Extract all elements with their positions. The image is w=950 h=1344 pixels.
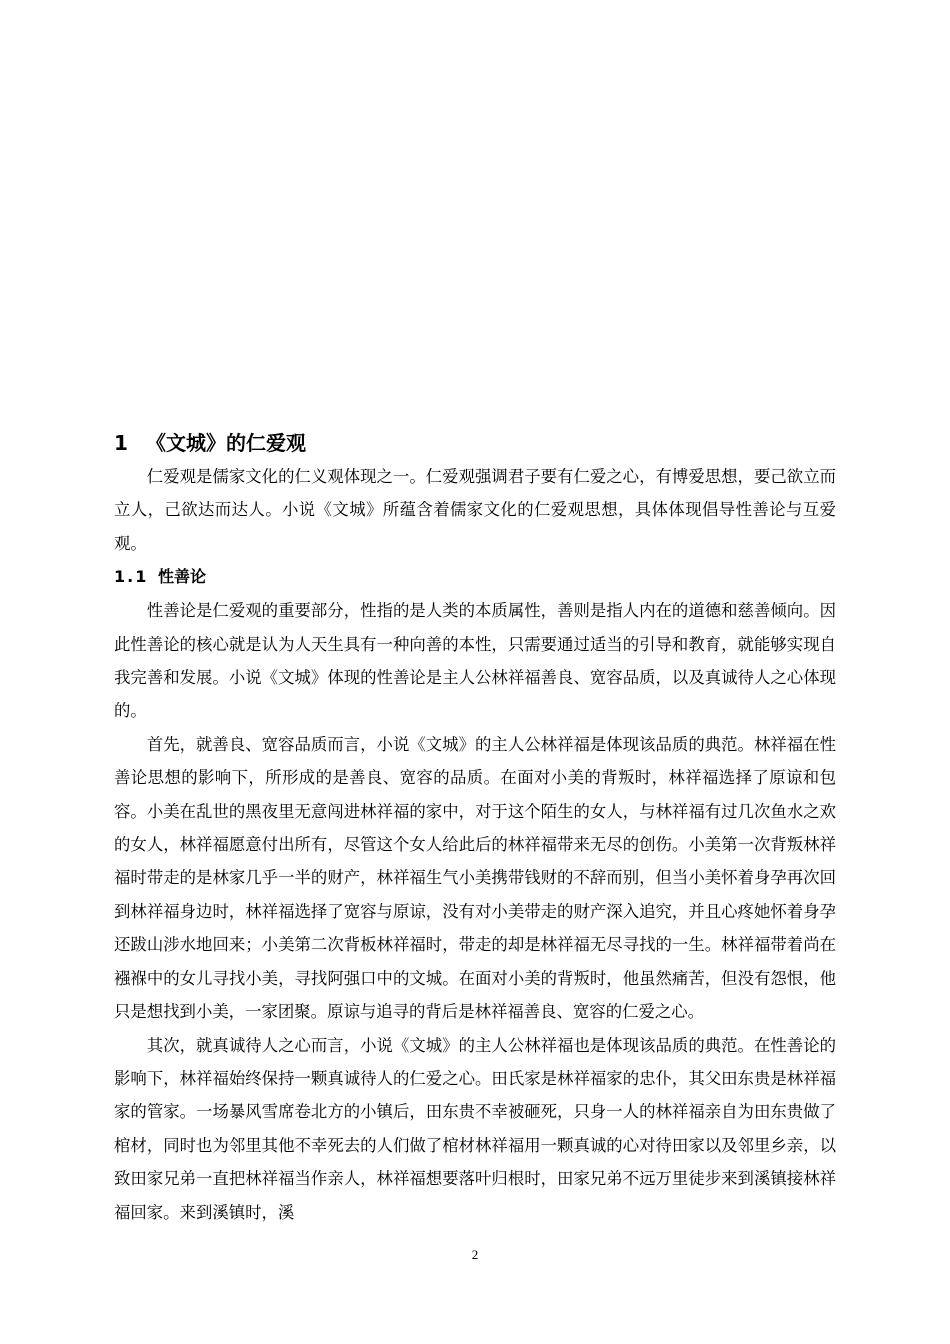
subsection-number: 1.1 <box>114 567 149 587</box>
page-body <box>114 428 836 1229</box>
body-paragraph: 首先，就善良、宽容品质而言，小说《文城》的主人公林祥福是体现该品质的典范。林祥福在性善论思想的影响下，所形成的是善良、宽容的品质。在面对小美的背叛时，林祥福选择了原谅和包容。小美在乱世的黑夜里无意闯进林祥福的家中，对于这个陌生的女人，与林祥福有过几次鱼水之欢的女人，林祥福愿意付出所有，尽管这个女人给此后的林祥福带来无尽的创伤。小美第一次背叛林祥福时带走的是林家几乎一半的财产，林祥福生气小美携带钱财的不辞而别，但当小美怀着身孕再次回到林祥福身边时，林祥福选择了宽容与原谅，没有对小美带走的财产深入追究，并且心疼她怀着身孕还跋山涉水地回来；小美第二次背板林祥福时，带走的却是林祥福无尽寻找的一生。林祥福带着尚在襁褓中的女儿寻找小美，寻找阿强口中的文城。在面对小美的背叛时，他虽然痛苦，但没有怨恨，他只是想找到小美，一家团聚。原谅与追寻的背后是林祥福善良、宽容的仁爱之心。 <box>114 734 836 1022</box>
section-number: 1 <box>114 431 128 455</box>
body-paragraph: 性善论是仁爱观的重要部分，性指的是人类的本质属性，善则是指人内在的道德和慈善倾向。因此性善论的核心就是认为人天生具有一种向善的本性，只需要通过适当的引导和教育，就能够实现自我完善和发展。小说《文城》体现的性善论是主人公林祥福善良、宽容品质，以及真诚待人之心体现的。 <box>114 601 836 721</box>
page-number: 2 <box>471 1247 479 1262</box>
section-title: 《文城》的仁爱观 <box>146 431 306 455</box>
body-paragraph: 其次，就真诚待人之心而言，小说《文城》的主人公林祥福也是体现该品质的典范。在性善论的影响下，林祥福始终保持一颗真诚待人的仁爱之心。田氏家是林祥福家的忠仆，其父田东贵是林祥福家的管家。一场暴风雪席卷北方的小镇后，田东贵不幸被砸死，只身一人的林祥福亲自为田东贵做了棺材，同时也为邻里其他不幸死去的人们做了棺材林祥福用一颗真诚的心对待田家以及邻里乡亲，以致田家兄弟一直把林祥福当作亲人，林祥福想要落叶归根时，田家兄弟不远万里徒步来到溪镇接林祥福回家。来到溪镇时，溪 <box>114 1035 836 1222</box>
section-intro-paragraph: 仁爱观是儒家文化的仁义观体现之一。仁爱观强调君子要有仁爱之心，有博爱思想，要己欲立而立人，己欲达而达人。小说《文城》所蕴含着儒家文化的仁爱观思想，具体体现倡导性善论与互爱观。 <box>114 467 836 553</box>
subsection-heading <box>114 560 836 594</box>
section-heading <box>114 428 836 460</box>
subsection-title: 性善论 <box>158 567 207 587</box>
